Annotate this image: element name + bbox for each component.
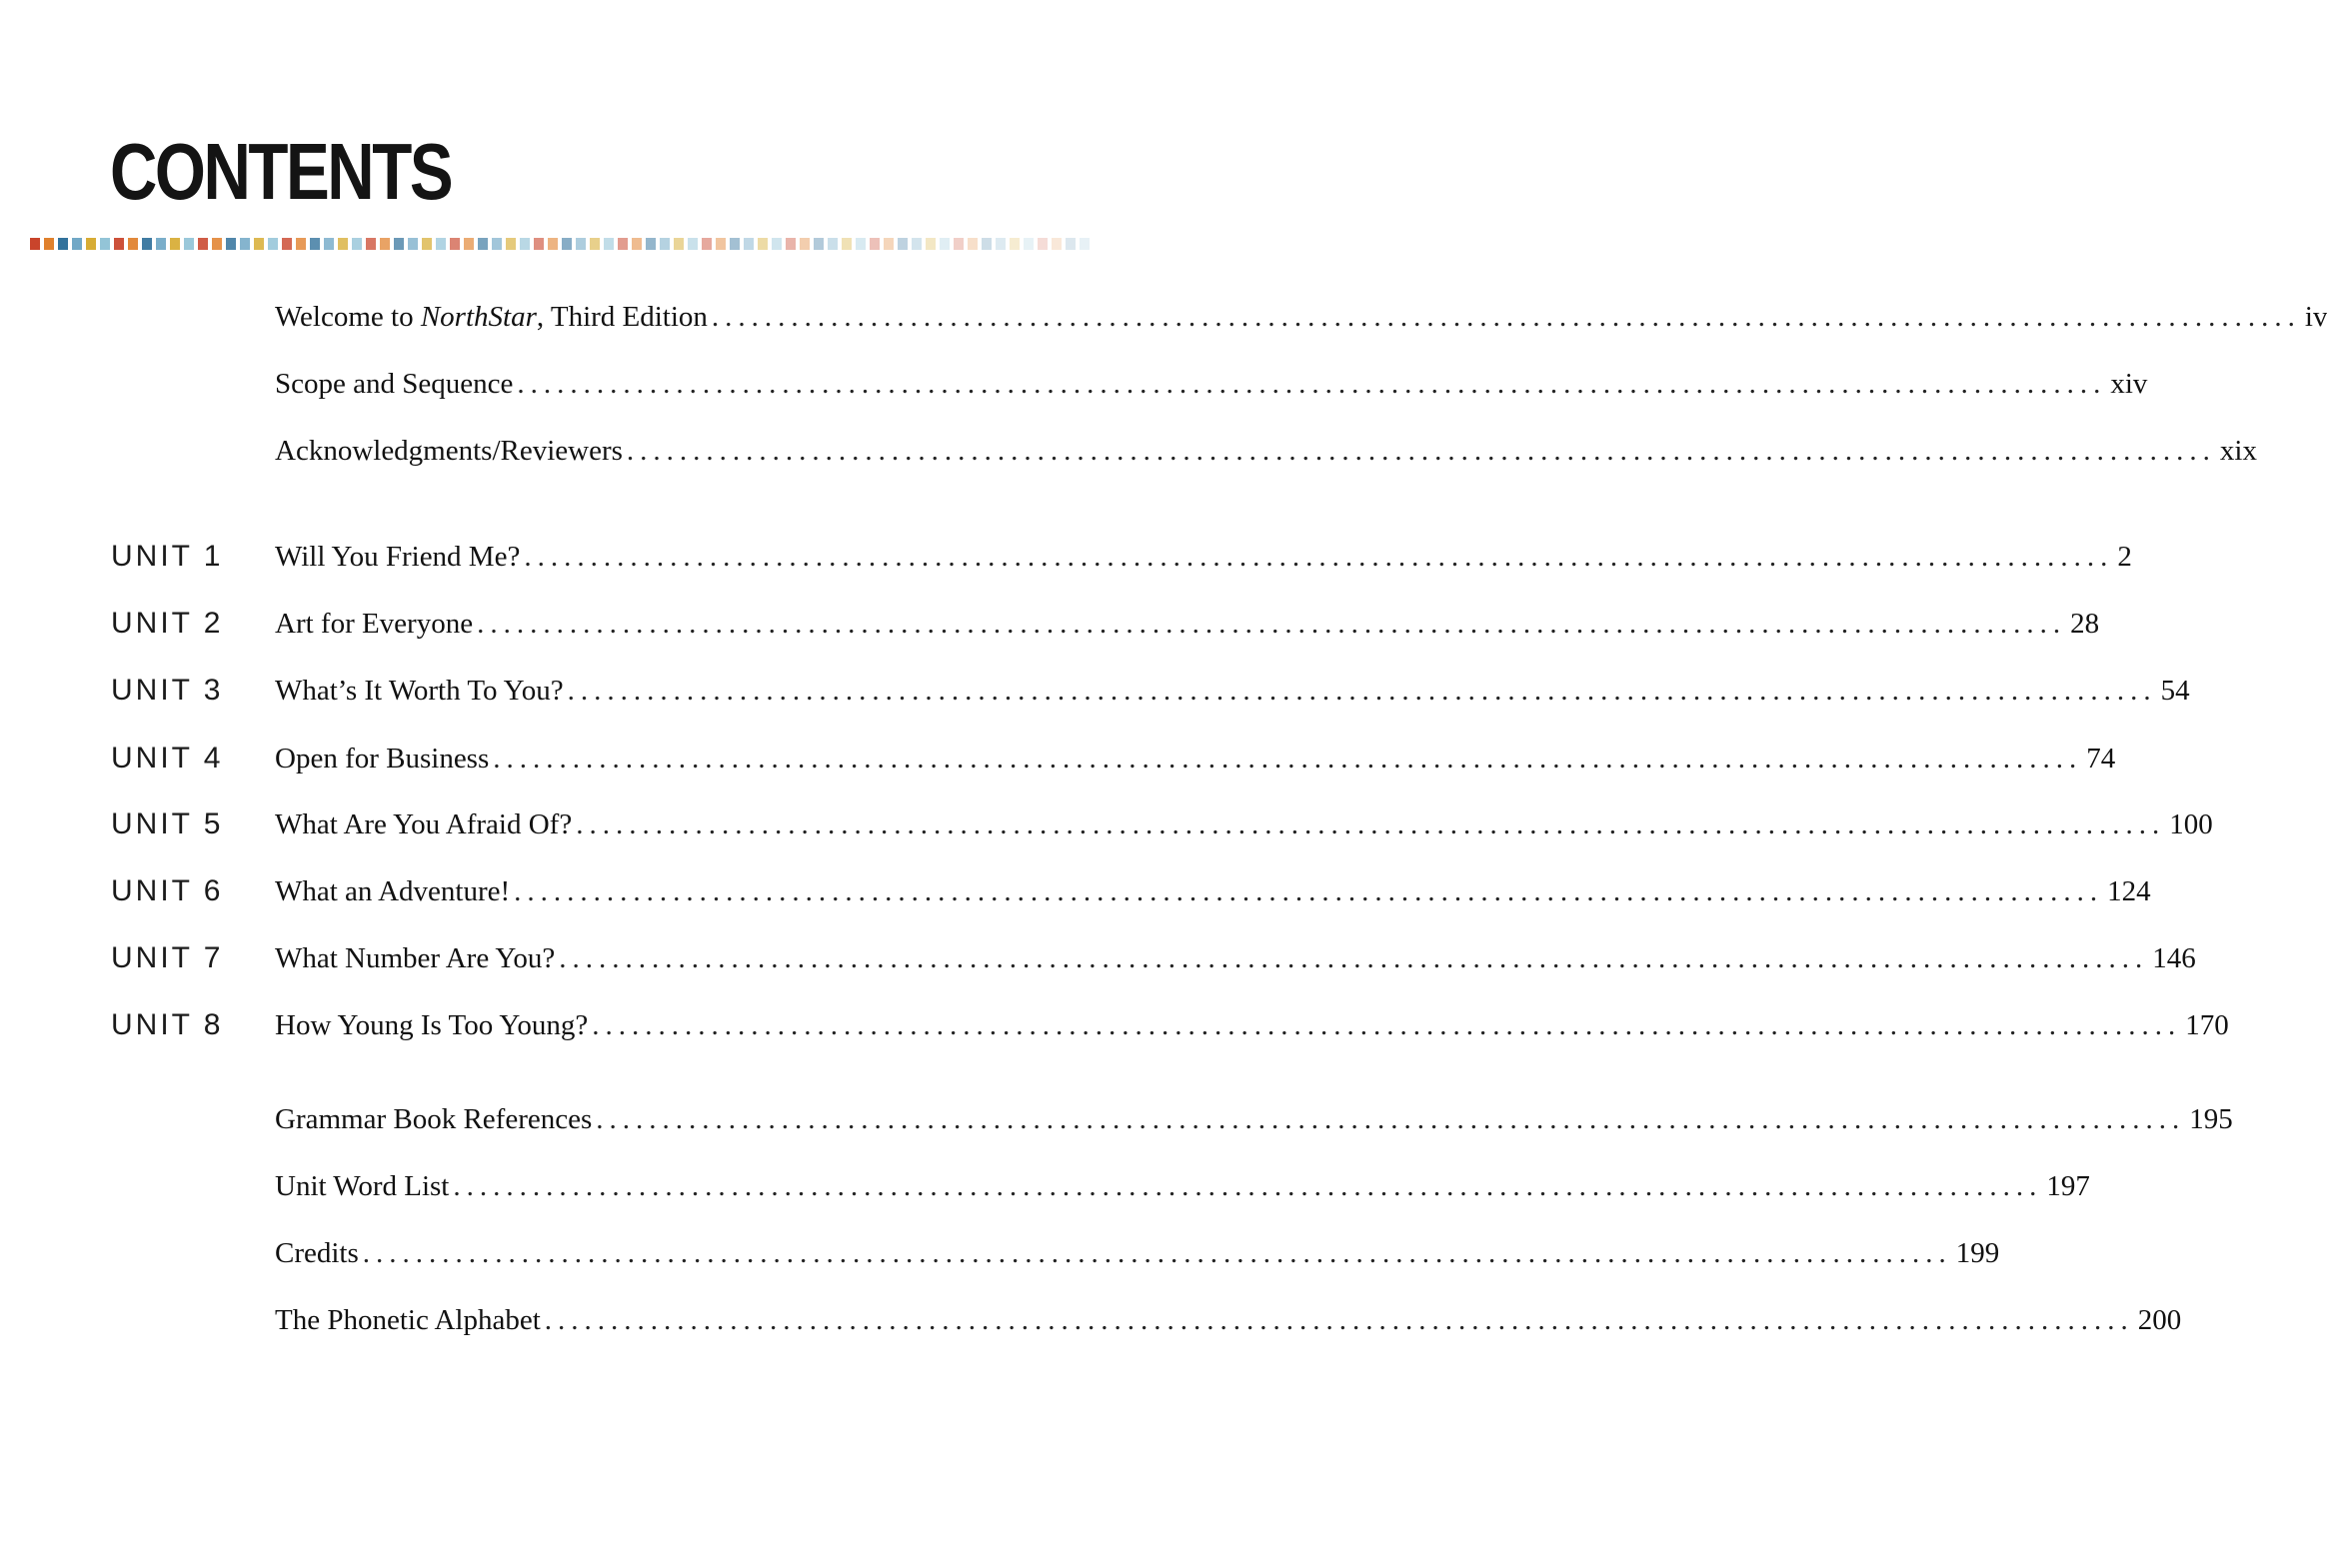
toc-entry: [275, 739, 2116, 779]
rule-dash: [842, 238, 852, 250]
page-number: iv: [2304, 301, 2327, 333]
rule-dash: [632, 238, 642, 250]
page-number: 2: [2117, 541, 2132, 573]
dot-leader: ........................................................................................................................: [567, 675, 2157, 707]
rule-dash: [226, 238, 236, 250]
toc-row-back[interactable]: [0, 1300, 2182, 1340]
entry-title: Art for Everyone: [275, 608, 474, 640]
rule-dash: [450, 238, 460, 250]
rule-dash: [772, 238, 782, 250]
rule-dash: [268, 238, 278, 250]
rule-dash: [282, 238, 292, 250]
rule-dash: [254, 238, 264, 250]
rule-dash: [534, 238, 544, 250]
rule-dash: [716, 238, 726, 250]
rule-dash: [58, 238, 68, 250]
dot-leader: ........................................................................................................................: [576, 808, 2166, 840]
rule-dash: [702, 238, 712, 250]
rule-dash: [436, 238, 446, 250]
rule-dash: [660, 238, 670, 250]
entry-title: Acknowledgments/Reviewers: [275, 435, 623, 467]
rule-dash: [562, 238, 572, 250]
rule-dash: [478, 238, 488, 250]
toc-entry: [275, 1166, 2090, 1206]
rule-dash: [506, 238, 516, 250]
page-number: 100: [2169, 808, 2213, 840]
rule-dash: [240, 238, 250, 250]
page-number: 197: [2046, 1170, 2090, 1202]
entry-title: Unit Word List: [275, 1170, 450, 1202]
page-number: 199: [1955, 1237, 2000, 1269]
toc-row-unit[interactable]: [0, 804, 2213, 844]
unit-label: UNIT 3: [111, 674, 224, 707]
rule-dash: [912, 238, 922, 250]
dot-leader: ........................................................................................................................: [477, 608, 2067, 640]
toc-row-back[interactable]: [0, 1233, 2000, 1273]
rule-dash: [142, 238, 152, 250]
page-number: 195: [2189, 1103, 2233, 1135]
toc-entry: [275, 804, 2213, 844]
dot-leader: ........................................................................................................................: [596, 1103, 2186, 1135]
toc-entry: [275, 537, 2132, 577]
unit-label: UNIT 4: [111, 742, 224, 775]
rule-dash: [72, 238, 82, 250]
toc-row-front[interactable]: [0, 431, 2257, 471]
dot-leader: ........................................................................................................................: [514, 875, 2104, 907]
rule-dash: [338, 238, 348, 250]
rule-dash: [730, 238, 740, 250]
page-number: 200: [2137, 1304, 2182, 1336]
toc-entry: [275, 1005, 2229, 1045]
rule-dash: [394, 238, 404, 250]
page-number: 170: [2185, 1009, 2229, 1041]
rule-dash: [156, 238, 166, 250]
rule-dash: [1066, 238, 1076, 250]
rule-dash: [1080, 238, 1090, 250]
dot-leader: ........................................................................................................................: [559, 942, 2149, 974]
toc-row-unit[interactable]: [0, 739, 2116, 779]
toc-row-unit[interactable]: [0, 671, 2190, 711]
rule-dash: [856, 238, 866, 250]
unit-label: UNIT 2: [111, 607, 224, 640]
toc-entry: [275, 1099, 2233, 1139]
rule-dash: [758, 238, 768, 250]
rule-dash: [464, 238, 474, 250]
toc-entry: [275, 604, 2100, 644]
rule-dash: [492, 238, 502, 250]
dot-leader: ........................................................................................................................: [493, 743, 2083, 775]
toc-row-unit[interactable]: [0, 1005, 2229, 1045]
unit-label: UNIT 6: [111, 874, 224, 907]
rule-dash: [814, 238, 824, 250]
toc-row-front[interactable]: [0, 297, 2327, 337]
rule-dash: [926, 238, 936, 250]
rule-dash: [744, 238, 754, 250]
entry-title: Welcome to NorthStar, Third Edition: [275, 301, 708, 333]
toc-row-unit[interactable]: [0, 938, 2196, 978]
entry-title: What’s It Worth To You?: [275, 675, 564, 707]
rule-dash: [786, 238, 796, 250]
rule-dash: [548, 238, 558, 250]
rule-dash: [940, 238, 950, 250]
rule-dash: [86, 238, 96, 250]
unit-label: UNIT 7: [111, 941, 224, 974]
rule-dash: [996, 238, 1006, 250]
page-number: xiv: [2110, 368, 2148, 400]
dot-leader: ........................................................................................................................: [453, 1170, 2043, 1202]
rule-dash: [366, 238, 376, 250]
rule-dash: [422, 238, 432, 250]
rule-dash: [128, 238, 138, 250]
rule-dash: [674, 238, 684, 250]
dot-leader: ........................................................................................................................: [524, 541, 2114, 573]
toc-row-front[interactable]: [0, 364, 2148, 404]
page-number: 28: [2070, 608, 2100, 640]
unit-label: UNIT 1: [111, 540, 224, 573]
rule-dash: [1024, 238, 1034, 250]
page-number: 54: [2160, 675, 2190, 707]
title-rule: [30, 238, 1094, 252]
rule-dash: [688, 238, 698, 250]
toc-entry: [275, 938, 2196, 978]
rule-dash: [954, 238, 964, 250]
entry-title: The Phonetic Alphabet: [275, 1304, 541, 1336]
rule-dash: [590, 238, 600, 250]
page-number: xix: [2219, 435, 2257, 467]
rule-dash: [296, 238, 306, 250]
page-number: 124: [2107, 875, 2151, 907]
rule-dash: [1038, 238, 1048, 250]
rule-dash: [408, 238, 418, 250]
toc-row-back[interactable]: [0, 1099, 2233, 1139]
rule-dash: [184, 238, 194, 250]
unit-label: UNIT 8: [111, 1008, 224, 1041]
rule-dash: [1010, 238, 1020, 250]
rule-dash: [800, 238, 810, 250]
rule-dash: [870, 238, 880, 250]
rule-dash: [100, 238, 110, 250]
toc-row-unit[interactable]: [0, 537, 2132, 577]
rule-dash: [114, 238, 124, 250]
dot-leader: ........................................................................................................................: [711, 301, 2301, 333]
toc-entry: [275, 297, 2327, 337]
toc-entry: [275, 1300, 2182, 1340]
rule-dash: [982, 238, 992, 250]
page-title: CONTENTS: [110, 127, 452, 216]
rule-dash: [898, 238, 908, 250]
page-number: 146: [2152, 942, 2196, 974]
dot-leader: ........................................................................................................................: [362, 1237, 1952, 1269]
rule-dash: [884, 238, 894, 250]
rule-dash: [352, 238, 362, 250]
entry-title: Grammar Book References: [275, 1103, 593, 1135]
toc-row-unit[interactable]: [0, 604, 2100, 644]
toc-row-unit[interactable]: [0, 871, 2151, 911]
entry-title: Scope and Sequence: [275, 368, 514, 400]
rule-dash: [380, 238, 390, 250]
rule-dash: [618, 238, 628, 250]
rule-dash: [828, 238, 838, 250]
entry-title: What an Adventure!: [275, 875, 511, 907]
rule-dash: [198, 238, 208, 250]
rule-dash: [968, 238, 978, 250]
page-number: 74: [2086, 743, 2116, 775]
toc-entry: [275, 431, 2257, 471]
rule-dash: [324, 238, 334, 250]
rule-dash: [520, 238, 530, 250]
dot-leader: ........................................................................................................................: [517, 368, 2107, 400]
dot-leader: ........................................................................................................................: [592, 1009, 2182, 1041]
toc-row-back[interactable]: [0, 1166, 2090, 1206]
entry-title: Open for Business: [275, 743, 490, 775]
rule-dash: [576, 238, 586, 250]
dot-leader: ........................................................................................................................: [544, 1304, 2134, 1336]
rule-dash: [30, 238, 40, 250]
rule-dash: [212, 238, 222, 250]
entry-title: Credits: [275, 1237, 359, 1269]
dot-leader: ........................................................................................................................: [626, 435, 2216, 467]
toc-entry: [275, 871, 2151, 911]
rule-dash: [604, 238, 614, 250]
rule-dash: [44, 238, 54, 250]
toc-entry: [275, 364, 2148, 404]
entry-title: What Number Are You?: [275, 942, 556, 974]
toc-entry: [275, 671, 2190, 711]
rule-dash: [1052, 238, 1062, 250]
rule-dash: [310, 238, 320, 250]
rule-dash: [170, 238, 180, 250]
toc-entry: [275, 1233, 2000, 1273]
rule-dash: [646, 238, 656, 250]
entry-title: What Are You Afraid Of?: [275, 808, 573, 840]
unit-label: UNIT 5: [111, 807, 224, 840]
entry-title: How Young Is Too Young?: [275, 1009, 589, 1041]
entry-title: Will You Friend Me?: [275, 541, 521, 573]
